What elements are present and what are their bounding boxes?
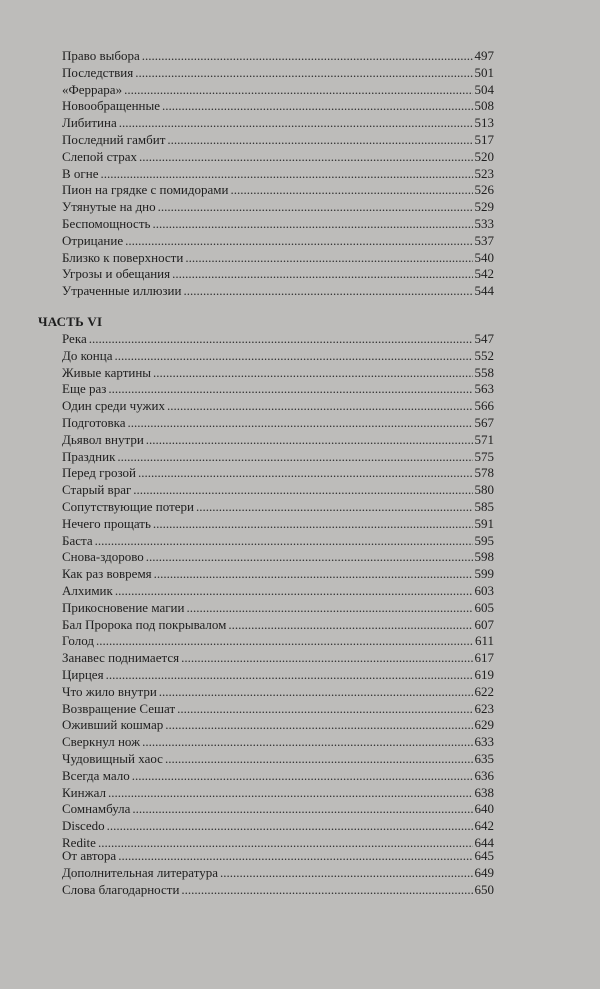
toc-entry-page-number: 629	[474, 717, 494, 733]
toc-entry	[62, 233, 494, 250]
toc-entry	[62, 250, 494, 267]
toc-entry-page-number: 598	[474, 549, 494, 565]
toc-entry-title: Redite	[62, 834, 96, 850]
toc-block-chapters-part5	[38, 48, 494, 300]
dot-leader	[165, 751, 473, 768]
toc-entry-page-number: 529	[474, 199, 494, 215]
toc-entry	[62, 633, 494, 650]
toc-entry-title: Утянутые на дно	[62, 199, 156, 215]
toc-entry-page-number: 558	[474, 364, 494, 380]
dot-leader	[108, 381, 472, 398]
dot-leader	[133, 482, 472, 499]
toc-entry-title: В огне	[62, 165, 99, 181]
toc-entry-title: Чудовищный хаос	[62, 750, 163, 766]
toc-entry-title: Бал Пророка под покрывалом	[62, 616, 227, 632]
toc-entry-title: Сомнамбула	[62, 801, 131, 817]
toc-entry	[62, 149, 494, 166]
dot-leader	[124, 82, 472, 99]
toc-entry-page-number: 640	[474, 801, 494, 817]
toc-entry-page-number: 645	[474, 848, 494, 863]
toc-entry	[62, 566, 494, 583]
toc-entry	[62, 734, 494, 751]
dot-leader	[230, 182, 472, 199]
dot-leader	[220, 865, 473, 882]
dot-leader	[107, 818, 473, 835]
toc-entry-title: Слепой страх	[62, 148, 137, 164]
dot-leader	[135, 65, 472, 82]
toc-entry-page-number: 547	[474, 331, 494, 346]
toc-entry-title: Занавес поднимается	[62, 650, 180, 666]
toc-entry-title: Право выбора	[62, 48, 140, 63]
toc-entry	[62, 785, 494, 802]
toc-entry-page-number: 622	[474, 683, 494, 699]
toc-entry-page-number: 642	[474, 818, 494, 834]
dot-leader	[185, 250, 472, 267]
toc-entry	[62, 751, 494, 768]
toc-entry-page-number: 650	[474, 881, 494, 897]
dot-leader	[183, 283, 472, 300]
dot-leader	[167, 398, 473, 415]
toc-entry-title: Угрозы и обещания	[62, 266, 171, 282]
part-heading: ЧАСТЬ VI	[38, 314, 103, 329]
toc-entry-title: Сверкнул нож	[62, 734, 141, 750]
part-heading-container	[38, 314, 494, 331]
toc-entry	[62, 166, 494, 183]
toc-entry-title: Как раз вовремя	[62, 566, 152, 582]
toc-block-chapters-part6	[38, 331, 494, 852]
dot-leader	[165, 717, 472, 734]
dot-leader	[119, 115, 473, 132]
toc-entry	[62, 701, 494, 718]
toc-entry-title: Оживший кошмар	[62, 717, 164, 733]
dot-leader	[132, 801, 472, 818]
dot-leader	[100, 166, 472, 183]
toc-entry-title: Прикосновение магии	[62, 599, 185, 615]
toc-entry	[62, 182, 494, 199]
toc-entry-page-number: 533	[474, 215, 494, 231]
toc-entry-page-number: 575	[474, 448, 494, 464]
toc-entry-title: Нечего прощать	[62, 515, 151, 531]
toc-entry-title: Дополнительная литература	[62, 864, 218, 880]
dot-leader	[106, 667, 473, 684]
toc-entry-page-number: 644	[474, 834, 494, 850]
dot-leader	[167, 132, 472, 149]
toc-entry	[62, 449, 494, 466]
dot-leader	[146, 549, 473, 566]
toc-entry-title: Новообращенные	[62, 98, 161, 114]
toc-entry	[62, 132, 494, 149]
toc-entry	[62, 617, 494, 634]
toc-entry	[62, 415, 494, 432]
dot-leader	[181, 882, 472, 899]
dot-leader	[153, 516, 473, 533]
toc-entry-title: Последний гамбит	[62, 131, 166, 147]
dot-leader	[159, 684, 473, 701]
toc-entry	[62, 365, 494, 382]
toc-entry	[62, 801, 494, 818]
toc-entry-page-number: 544	[474, 283, 494, 299]
toc-entry	[62, 398, 494, 415]
toc-entry	[62, 82, 494, 99]
toc-entry	[62, 684, 494, 701]
dot-leader	[146, 432, 473, 449]
toc-entry-page-number: 649	[474, 864, 494, 880]
toc-entry-page-number: 567	[474, 414, 494, 430]
dot-leader	[152, 216, 472, 233]
toc-entry	[62, 348, 494, 365]
dot-leader	[139, 149, 473, 166]
dot-leader	[172, 266, 472, 283]
toc-entry	[62, 199, 494, 216]
toc-entry	[62, 115, 494, 132]
toc-entry-page-number: 523	[474, 165, 494, 181]
toc-entry-page-number: 537	[474, 232, 494, 248]
toc-entry-title: Алхимик	[62, 582, 113, 598]
toc-entry-page-number: 607	[474, 616, 494, 632]
dot-leader	[142, 48, 473, 65]
toc-entry-title: Либитина	[62, 115, 117, 131]
toc-entry	[62, 533, 494, 550]
dot-leader	[118, 848, 472, 865]
toc-entry-page-number: 542	[474, 266, 494, 282]
toc-entry-page-number: 563	[474, 381, 494, 397]
toc-entry-title: От автора	[62, 848, 117, 863]
toc-entry-title: Живые картины	[62, 364, 152, 380]
toc-entry-title: Кинжал	[62, 784, 106, 800]
toc-entry-page-number: 526	[474, 182, 494, 198]
toc-entry-title: Пион на грядке с помидорами	[62, 182, 229, 198]
toc-entry-page-number: 501	[474, 64, 494, 80]
toc-entry-page-number: 591	[474, 515, 494, 531]
toc-entry-page-number: 580	[474, 482, 494, 498]
toc-entry	[62, 381, 494, 398]
toc-entry-page-number: 633	[474, 734, 494, 750]
toc-entry-page-number: 513	[474, 115, 494, 131]
toc-entry-title: До конца	[62, 347, 113, 363]
toc-entry	[62, 549, 494, 566]
toc-entry-title: Голод	[62, 633, 94, 649]
dot-leader	[96, 633, 473, 650]
toc-entry-title: Праздник	[62, 448, 116, 464]
toc-entry-title: Отрицание	[62, 232, 124, 248]
toc-entry-page-number: 636	[474, 767, 494, 783]
toc-entry	[62, 717, 494, 734]
toc-entry-page-number: 623	[474, 700, 494, 716]
toc-entry-title: «Феррара»	[62, 81, 123, 97]
toc-entry-title: Discedo	[62, 818, 105, 834]
toc-entry	[62, 65, 494, 82]
toc-entry	[62, 583, 494, 600]
toc-entry	[62, 266, 494, 283]
toc-entry-title: Близко к поверхности	[62, 249, 184, 265]
dot-leader	[138, 465, 473, 482]
toc-block-backmatter	[38, 848, 494, 898]
toc-entry	[62, 600, 494, 617]
dot-leader	[95, 533, 473, 550]
toc-entry-title: Беспомощность	[62, 215, 151, 231]
toc-entry	[62, 482, 494, 499]
dot-leader	[181, 650, 472, 667]
toc-entry	[62, 465, 494, 482]
dot-leader	[108, 785, 473, 802]
toc-entry	[62, 48, 494, 65]
toc-entry-title: Цирцея	[62, 666, 104, 682]
dot-leader	[89, 331, 473, 348]
toc-entry-page-number: 595	[474, 532, 494, 548]
dot-leader	[142, 734, 472, 751]
toc-entry-page-number: 605	[474, 599, 494, 615]
toc-entry	[62, 216, 494, 233]
dot-leader	[158, 199, 473, 216]
toc-entry-title: Последствия	[62, 64, 134, 80]
toc-entry	[62, 865, 494, 882]
toc-entry-page-number: 552	[474, 347, 494, 363]
dot-leader	[177, 701, 472, 718]
dot-leader	[125, 233, 472, 250]
dot-leader	[162, 98, 472, 115]
toc-entry-page-number: 603	[474, 582, 494, 598]
toc-entry-page-number: 578	[474, 465, 494, 481]
toc-entry-title: Подготовка	[62, 414, 126, 430]
toc-entry-page-number: 571	[474, 431, 494, 447]
toc-entry-page-number: 504	[474, 81, 494, 97]
toc-entry-page-number: 617	[474, 650, 494, 666]
toc-entry-title: Сопутствующие потери	[62, 498, 195, 514]
toc-entry-page-number: 540	[474, 249, 494, 265]
toc-entry-title: Дьявол внутри	[62, 431, 144, 447]
toc-entry	[62, 882, 494, 899]
toc-entry-page-number: 497	[474, 48, 494, 63]
toc-entry-page-number: 635	[474, 750, 494, 766]
toc-entry-page-number: 619	[474, 666, 494, 682]
toc-entry	[62, 650, 494, 667]
toc-entry-page-number: 638	[474, 784, 494, 800]
dot-leader	[132, 768, 473, 785]
dot-leader	[114, 348, 472, 365]
toc-entry-title: Один среди чужих	[62, 398, 165, 414]
toc-entry	[62, 499, 494, 516]
toc-entry-title: Старый враг	[62, 482, 132, 498]
toc-entry	[62, 432, 494, 449]
toc-entry	[62, 98, 494, 115]
toc-entry-title: Возвращение Сешат	[62, 700, 176, 716]
toc-entry-page-number: 611	[474, 633, 494, 649]
dot-leader	[228, 617, 472, 634]
dot-leader	[154, 566, 473, 583]
toc-entry-title: Что жило внутри	[62, 683, 157, 699]
toc-entry-title: Баста	[62, 532, 93, 548]
toc-entry-page-number: 517	[474, 131, 494, 147]
toc-entry	[62, 667, 494, 684]
toc-entry	[62, 768, 494, 785]
toc-entry	[62, 818, 494, 835]
toc-entry-title: Всегда мало	[62, 767, 130, 783]
toc-entry-title: Утраченные иллюзии	[62, 283, 182, 299]
toc-entry-title: Перед грозой	[62, 465, 136, 481]
toc-entry-page-number: 520	[474, 148, 494, 164]
toc-entry-title: Слова благодарности	[62, 881, 180, 897]
dot-leader	[186, 600, 472, 617]
dot-leader	[196, 499, 472, 516]
toc-entry	[62, 516, 494, 533]
dot-leader	[115, 583, 473, 600]
toc-entry	[62, 331, 494, 348]
toc-entry	[62, 283, 494, 300]
dot-leader	[117, 449, 472, 466]
dot-leader	[153, 365, 472, 382]
toc-entry-page-number: 508	[474, 98, 494, 114]
toc-entry-title: Еще раз	[62, 381, 107, 397]
toc-entry-page-number: 599	[474, 566, 494, 582]
toc-entry-title: Река	[62, 331, 87, 346]
dot-leader	[128, 415, 473, 432]
toc-entry-page-number: 566	[474, 398, 494, 414]
toc-entry	[62, 848, 494, 865]
toc-entry-title: Снова-здорово	[62, 549, 144, 565]
toc-entry-page-number: 585	[474, 498, 494, 514]
